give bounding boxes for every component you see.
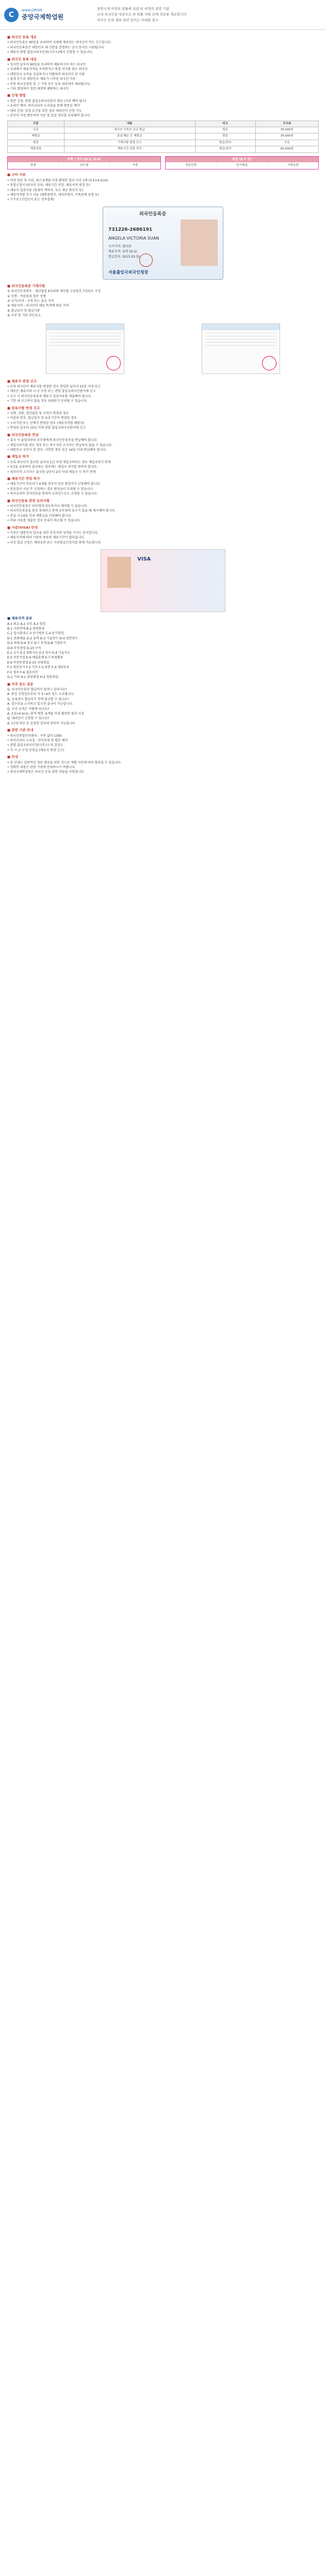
- text-line: • 체류지 관할 출입국외국인청(사무소)에서 신청할 수 있습니다.: [7, 50, 93, 55]
- text-line: • 체류지 입증서류 (임대차 계약서, 숙소 제공 확인서 등): [7, 188, 84, 192]
- text-line: • 외국인등록은 90일을 초과하여 국내에 체류하는 외국인이 하는 신고입니다.: [7, 41, 112, 45]
- visa-label: VISA: [137, 556, 151, 563]
- logo-icon: C: [4, 8, 19, 22]
- logo-name: 중앙국제학업원: [22, 13, 64, 21]
- text-line: • 사증은 대한민국 입국을 위한 추천서의 성격을 가지는 문서입니다.: [7, 531, 99, 535]
- table-cell: 35,000원: [255, 127, 318, 133]
- fee-table: [7, 121, 319, 153]
- text-line: • 본 안내는 일반적인 정보 제공을 위한 것으로 개별 사안에 따라 달라질 수 있습니다.: [7, 760, 122, 765]
- text-line: • 하이코리아 전자민원을 통하여 온라인으로도 신청할 수 있습니다.: [7, 492, 98, 496]
- text-line: • 대한민국 국적을 상실하거나 이탈하여 외국인이 된 사람: [7, 72, 85, 76]
- text-line: Q. 대리인이 신청할 수 있나요?: [7, 717, 50, 721]
- text-line: • 방문 신청: 관할 출입국외국인관서 방문 (사전 예약 필수): [7, 99, 87, 103]
- tier-cell: 가족: [132, 163, 138, 167]
- table-cell: 변경: [8, 140, 64, 146]
- tier-title: 유학 / 연수 (D-2, D-4): [8, 157, 160, 162]
- text-line: A. 접수증을 소지하고 있으면 출국이 가능합니다.: [7, 702, 73, 706]
- table-row: [8, 146, 319, 152]
- text-line: • 대리 신청: 일정 요건을 갖춘 경우 대리인이 신청 가능: [7, 109, 82, 113]
- text-line: • 대한민국 국민이 된 경우, 사망한 경우 등은 14일 이내 반납해야 합니다.: [7, 448, 107, 452]
- text-line: • 새로운 체류지의 시·군·구청 또는 관할 출입국외국인관서에 신고: [7, 389, 96, 394]
- text-line: • 출국 시 출입국관리 공무원에게 외국인등록증을 반납해야 합니다.: [7, 438, 98, 443]
- text-line: • 분실 시 14일 이내 재발급을 신청해야 합니다.: [7, 514, 72, 518]
- text-line: A. 3.5×4.5cm, 흰색 배경, 6개월 이내 촬영한 컬러 사진: [7, 711, 84, 716]
- visa-tiers: [7, 156, 319, 170]
- table-header-row: [8, 121, 319, 127]
- text-line: • 소속기관 또는 단체가 변경된 경우 (체류자격별 해당자): [7, 421, 85, 425]
- visa-photo: [107, 557, 131, 588]
- section-info-change: [7, 406, 319, 431]
- logo-top: www.ORGN: [22, 8, 42, 12]
- text-line: • 등록 외국인이 체류지를 변경한 경우 전입한 날부터 15일 이내 신고: [7, 385, 101, 389]
- section-title: ■ 자주 묻는 질문: [7, 682, 34, 686]
- table-header: 수수료: [255, 121, 318, 127]
- text-line: F-1 방문동거 F-2 거주 F-3 동반 F-4 재외동포: [7, 666, 70, 670]
- site-header: [0, 0, 326, 30]
- section-title: ■ 사증(VISA) 안내: [7, 525, 38, 530]
- table-cell: 외국인 등록증 신규 발급: [64, 127, 195, 133]
- section-extension: [7, 477, 319, 497]
- text-line: • 재입국허가를 받은 경우 또는 복수사증 소지자는 반납하지 않을 수 있습니다.: [7, 443, 113, 447]
- text-line: • 체류자격에 따라 사증의 종류와 체류기간이 달라집니다.: [7, 536, 85, 540]
- form-image-receipt: [46, 324, 124, 374]
- visa-image: [101, 549, 225, 612]
- section-target: [7, 57, 319, 92]
- text-line: ⑥ 사진 및 기타 보안요소: [7, 314, 41, 318]
- table-cell: 신규: [8, 127, 64, 133]
- section-title: ■ 구비 서류: [7, 173, 26, 177]
- text-line: • 통합신청서 (외국인 등록, 체류기간 연장, 체류자격 변경 등): [7, 183, 90, 188]
- section-title: ■ 재입국 허가: [7, 454, 29, 459]
- section-title: ■ 체류지 변경 신고: [7, 379, 37, 383]
- table-row: [8, 140, 319, 146]
- text-line: A-1 외교 A-2 공무 A-3 협정: [7, 622, 46, 626]
- table-cell: 무료: [255, 140, 318, 146]
- table-cell: 방문/전자: [195, 140, 255, 146]
- table-cell: 방문: [195, 133, 255, 140]
- form-image-application: [202, 324, 280, 374]
- text-line: • 외국인등록증은 타인에게 양도하거나 대여할 수 없습니다.: [7, 504, 88, 508]
- table-row: [8, 127, 319, 133]
- text-line: • 변경된 날부터 15일 이내 관할 출입국외국인관서에 신고: [7, 426, 86, 430]
- intro-line: 중앙국제 비영리 법률에 설립 된 비영리 중앙 기관: [97, 7, 170, 11]
- section-visa: [7, 526, 319, 546]
- id-card: [103, 207, 223, 280]
- stamp-icon: [262, 356, 276, 370]
- text-line: D-1 문화예술 D-2 유학 D-3 기술연수 D-4 일반연수: [7, 636, 78, 640]
- header-intro: [82, 6, 322, 23]
- text-line: • 등록 외국인이 출국한 날부터 1년 이내 재입국하려는 경우 재입국허가 면제: [7, 460, 111, 464]
- text-line: Q. 등록증이 발급되기 전에 출국할 수 있나요?: [7, 697, 69, 701]
- section-title: ■ 외국인등록증 기재사항: [7, 283, 45, 288]
- table-cell: 분실·훼손 등 재발급: [64, 133, 195, 140]
- text-line: D-5 취재 D-6 종교 D-7 주재 D-8 기업투자: [7, 641, 66, 646]
- text-line: F-5 영주 F-6 결혼이민: [7, 670, 38, 674]
- text-line: • 체류자격별 추가 서류 (재학증명서, 재직증명서, 가족관계 증명 등): [7, 193, 99, 197]
- text-line: • 사증 발급 신청은 재외공관 또는 사증발급인정서를 통해 가능합니다.: [7, 540, 102, 545]
- table-cell: 방문: [195, 127, 255, 133]
- card-number: 731226-2686191: [108, 227, 153, 232]
- text-line: • 관할 출입국외국인청(사무소) 및 출장소: [7, 743, 63, 748]
- text-line: G-1 기타 H-1 관광취업 H-2 방문취업: [7, 675, 59, 680]
- text-line: E-5 전문직업 E-6 예술흥행 E-7 특정활동: [7, 656, 63, 660]
- tier-box-work: [165, 156, 319, 170]
- table-cell: 기재사항 변경 신고: [64, 140, 195, 146]
- text-line: • 수수료 (수입인지 또는 전자결제): [7, 198, 55, 202]
- text-line: • 입국한 날부터 90일을 초과하여 체류하고자 하는 외국인: [7, 63, 86, 67]
- table-header: 구분: [8, 121, 64, 127]
- id-card-illustration: [7, 207, 319, 280]
- section-overview: [7, 35, 319, 55]
- text-line: • 온라인 예약: 하이코리아 누리집을 통해 방문일 예약: [7, 104, 80, 108]
- card-meta-line: 국가지역: 필리핀: [108, 244, 132, 248]
- text-line: • 하이코리아 누리집 : 전자민원 및 방문 예약: [7, 738, 68, 742]
- text-line: E-1 교수 E-2 회화지도 E-3 연구 E-4 기술지도: [7, 651, 70, 655]
- text-line: E-9 비전문취업 E-10 선원취업: [7, 660, 50, 665]
- text-line: • 외국인종합안내센터 : 국번 없이 1345: [7, 734, 62, 738]
- table-cell: 방문/전자: [195, 146, 255, 152]
- text-line: • 성명, 성별, 생년월일 및 국적이 변경된 경우: [7, 412, 69, 416]
- section-faq: [7, 682, 319, 726]
- section-title: ■ 안내: [7, 755, 18, 759]
- text-line: • 외국인등록증은 대한민국 내 신분을 증명하는 공식 문서로 사용됩니다.: [7, 45, 105, 49]
- card-issuer: 서울출입국외국인청장: [108, 270, 149, 275]
- section-method: [7, 93, 319, 118]
- text-line: • 1년을 초과하여 출국하는 경우에는 재입국 허가를 받아야 합니다.: [7, 465, 98, 469]
- section-title: ■ 관련 기관 안내: [7, 728, 34, 733]
- text-line: • 주한 외국공관원 및 그 가족 등은 등록 대상에서 제외됩니다.: [7, 82, 91, 86]
- text-line: • 기한 내 신고하지 않을 경우 과태료가 부과될 수 있습니다.: [7, 399, 88, 403]
- visa-illustration: [7, 549, 319, 612]
- logo[interactable]: [4, 8, 82, 22]
- table-row: [8, 133, 319, 140]
- card-meta-line: 체류자격: 유학 (D-2): [108, 249, 137, 253]
- intro-line: 외국인 등록 체류 관련 문의는 아래를 참고: [97, 18, 159, 22]
- table-cell: 35,000원: [255, 133, 318, 140]
- tier-cell: 전문인력: [166, 162, 217, 169]
- text-line: • 각 시·군·구청 민원실 (체류지 변경 신고): [7, 748, 64, 752]
- text-line: • 외국인등록증을 항상 휴대하고 관계 공무원의 요구가 있을 때 제시해야 합니다.: [7, 509, 116, 513]
- intro-line: 국내 외국인을 대상으로 한 법률 지원 단체 정보를 제공합니다: [97, 12, 187, 16]
- table-cell: 체류연장: [8, 146, 64, 152]
- tier-cell: 가족동반: [287, 163, 299, 167]
- text-line: • 출생 등으로 대한민국 체류가 시작된 외국인 아동: [7, 77, 76, 81]
- section-documents: [7, 173, 319, 202]
- text-line: ① 외국인등록번호 : 생년월일 6자리와 개인별 고유번호 7자리로 구성: [7, 290, 101, 294]
- section-reentry: [7, 454, 319, 474]
- section-title: ■ 신청 방법: [7, 93, 26, 98]
- text-line: • 중앙국제학업원은 외국인 등록 관련 상담을 지원합니다.: [7, 770, 85, 774]
- card-meta-line: 발급일자: 2015.03.31: [108, 255, 140, 259]
- text-line: A. 통상 신청일로부터 약 3~4주 정도 소요됩니다.: [7, 692, 75, 697]
- section-notes: [7, 499, 319, 523]
- section-title: ■ 체류자격 종류: [7, 616, 32, 621]
- text-line: ③ 국가/지역 : 국적 또는 출신 지역: [7, 299, 54, 303]
- text-line: • 본인이 직접 방문하여 지문 및 얼굴 정보를 등록해야 합니다.: [7, 114, 91, 118]
- text-line: ⑤ 발급일자 및 발급기관: [7, 309, 40, 313]
- text-line: • 만료일이 지난 후 신청하는 경우 범칙금이 부과될 수 있습니다.: [7, 487, 94, 491]
- section-title: ■ 체류기간 연장 허가: [7, 476, 40, 481]
- text-line: • 국내에서 체류자격을 부여받거나 변경 허가를 받은 외국인: [7, 67, 88, 72]
- tier-cell: 단기취업: [217, 162, 268, 169]
- section-disclaimer: [7, 755, 319, 775]
- section-agencies: [7, 728, 319, 753]
- main-content: [0, 30, 326, 775]
- text-line: C-1 일시취재 C-3 단기방문 C-4 단기취업: [7, 632, 64, 636]
- tier-cell: 연수생: [59, 162, 110, 169]
- table-cell: 재발급: [8, 133, 64, 140]
- tier-cell: 학생: [8, 162, 59, 169]
- card-name: ANGELA VICTORIA SUAN: [108, 235, 159, 241]
- text-line: B-1 사증면제 B-2 관광통과: [7, 627, 45, 631]
- text-line: D-9 무역경영 D-10 구직: [7, 646, 41, 650]
- text-line: • 영주자격 소지자는 출국한 날부터 2년 이내 재입국 시 허가 면제: [7, 470, 96, 474]
- stamp-icon: [106, 356, 121, 370]
- text-line: • 여권 원본 및 사본, 최근 6개월 이내 촬영한 컬러 사진 1매 (3.5×4.5cm): [7, 178, 108, 182]
- card-title: 외국인등록증: [139, 211, 167, 217]
- card-meta: [108, 244, 140, 260]
- table-header: 비고: [195, 121, 255, 127]
- section-return: [7, 433, 319, 453]
- text-line: • 기타 법령에서 정한 대상에 해당하는 외국인: [7, 87, 69, 91]
- section-title: ■ 외국인등록 관련 유의사항: [7, 498, 50, 503]
- text-line: A. 17세 미만 등 일정한 경우에 한하여 가능합니다.: [7, 721, 76, 725]
- form-illustrations: [7, 324, 319, 374]
- text-line: ② 성명 : 여권상의 영문 성명: [7, 294, 46, 298]
- table-cell: 60,000원: [255, 146, 318, 152]
- section-title: ■ 외국인 등록 대상: [7, 57, 37, 61]
- tier-box-study: [7, 156, 161, 170]
- section-card-fields: [7, 284, 319, 318]
- table-header: 내용: [64, 121, 195, 127]
- text-line: • 허위 서류를 제출한 경우 등록이 취소될 수 있습니다.: [7, 519, 81, 523]
- text-line: ④ 체류자격 : 외국인의 체류 목적에 따른 자격: [7, 304, 69, 308]
- section-status-types: [7, 616, 319, 680]
- card-photo: [181, 219, 218, 266]
- text-line: • 여권의 번호, 발급일자 및 유효기간이 변경된 경우: [7, 416, 77, 420]
- table-cell: 체류기간 연장 허가: [64, 146, 195, 152]
- seal-icon: [139, 253, 153, 267]
- section-address-change: [7, 379, 319, 404]
- text-line: Q. 사진 규격은 어떻게 되나요?: [7, 707, 50, 711]
- text-line: • 정확한 내용은 관할 기관에 문의하시기 바랍니다.: [7, 766, 76, 769]
- tier-title: 취업 (E-7 등): [166, 157, 318, 162]
- text-line: Q. 외국인등록증 발급까지 얼마나 걸리나요?: [7, 687, 67, 691]
- text-line: • 체류기간이 만료되기 4개월 전부터 만료 당일까지 신청해야 합니다.: [7, 482, 101, 486]
- section-title: ■ 외국인등록증 반납: [7, 432, 39, 437]
- text-line: • 신고 시 외국인등록증과 체류지 입증서류를 제출해야 합니다.: [7, 394, 92, 398]
- section-title: ■ 등록사항 변경 신고: [7, 405, 40, 410]
- section-title: ■ 외국인 등록 개요: [7, 35, 37, 39]
